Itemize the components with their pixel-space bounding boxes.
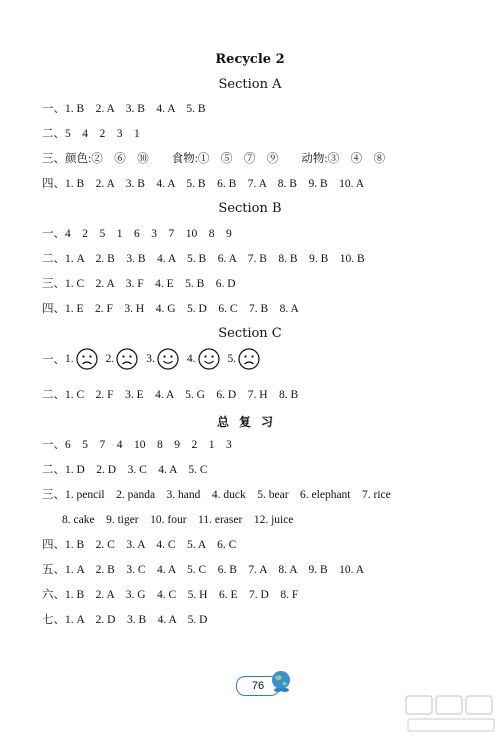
- section-b-heading: Section B: [218, 201, 282, 216]
- smiley-item-label: 5.: [227, 353, 237, 365]
- smiley-item-label: 1.: [65, 353, 74, 365]
- smiley-item-label: 2.: [105, 353, 115, 365]
- section-c-smiley-line: [42, 348, 268, 370]
- globe-mascot-icon: [268, 668, 294, 694]
- smiley-item-label: 3.: [146, 353, 155, 365]
- page-number: 76: [236, 676, 280, 696]
- section-a-heading: Section A: [218, 77, 282, 92]
- section-a-line-1: 一、1. B 2. A 3. B 4. A 5. B: [42, 103, 206, 115]
- section-a-line-3: 三、颜色:② ⑥ ⑩ 食物:① ⑤ ⑦ ⑨ 动物:③ ④ ⑧: [42, 153, 386, 165]
- page-title: Recycle 2: [215, 52, 285, 67]
- happy-face-icon: [198, 348, 220, 370]
- happy-face-icon: [157, 348, 179, 370]
- section-b-line-2: 二、1. A 2. B 3. B 4. A 5. B 6. A 7. B 8. B 9. B 10. B: [42, 253, 365, 265]
- section-c-line-2: 二、1. C 2. F 3. E 4. A 5. G 6. D 7. H 8. B: [42, 389, 299, 401]
- section-b-line-1: 一、4 2 5 1 6 3 7 10 8 9: [42, 228, 232, 240]
- review-heading: 总复习: [216, 415, 283, 429]
- review-line-6: 六、1. B 2. A 3. G 4. C 5. H 6. E 7. D 8. F: [42, 589, 299, 601]
- review-line-3-continued: 8. cake 9. tiger 10. four 11. eraser 12. juice: [62, 514, 294, 526]
- section-b-line-3: 三、1. C 2. A 3. F 4. E 5. B 6. D: [42, 278, 236, 290]
- sad-face-icon: [238, 348, 260, 370]
- review-line-5: 五、1. A 2. B 3. C 4. A 5. C 6. B 7. A 8. A 9. B 10. A: [42, 564, 365, 576]
- smiley-line-prefix: 一、: [42, 354, 65, 366]
- review-line-4: 四、1. B 2. C 3. A 4. C 5. A 6. C: [42, 539, 237, 551]
- smiley-item-label: 4.: [186, 353, 196, 365]
- section-a-line-4: 四、1. B 2. A 3. B 4. A 5. B 6. B 7. A 8. B 9. B 10. A: [42, 178, 365, 190]
- review-line-7: 七、1. A 2. D 3. B 4. A 5. D: [42, 614, 208, 626]
- sad-face-icon: [76, 348, 98, 370]
- section-b-line-4: 四、1. E 2. F 3. H 4. G 5. D 6. C 7. B 8. A: [42, 303, 299, 315]
- review-line-2: 二、1. D 2. D 3. C 4. A 5. C: [42, 464, 208, 476]
- review-line-1: 一、6 5 7 4 10 8 9 2 1 3: [42, 439, 232, 451]
- sad-face-icon: [116, 348, 138, 370]
- review-line-3: 三、1. pencil 2. panda 3. hand 4. duck 5. bear 6. elephant 7. rice: [42, 489, 391, 501]
- watermark-logo-icon: [404, 694, 498, 734]
- section-c-heading: Section C: [218, 326, 282, 341]
- section-a-line-2: 二、5 4 2 3 1: [42, 128, 140, 140]
